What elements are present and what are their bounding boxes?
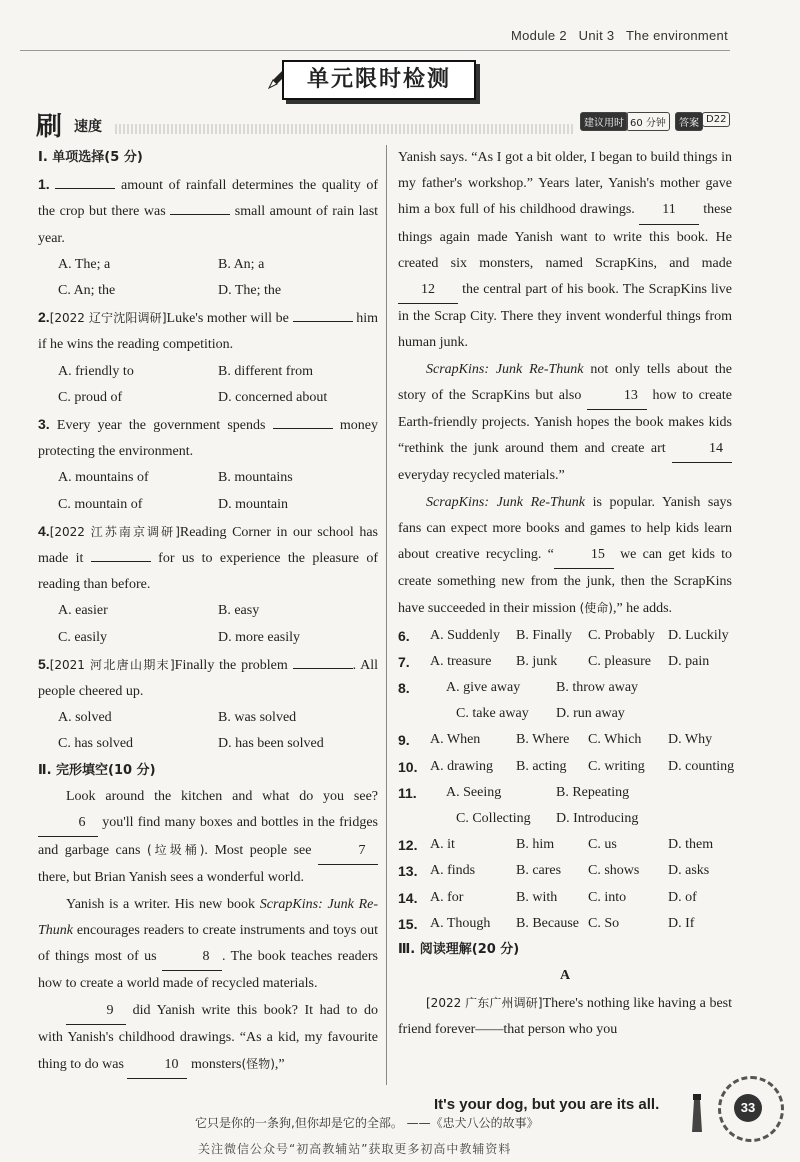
cloze-paragraph-5: ScrapKins: Junk Re-Thunk not only tells about the story of the ScrapKins but also 13 how to create Earth-friendly projects. Yanish hopes the book makes kids “rethink the junk around them and create art 14 everyday recycled materials.” bbox=[398, 361, 733, 484]
options-5 bbox=[38, 705, 378, 757]
option[interactable]: D. run away bbox=[556, 706, 625, 722]
option[interactable]: B. junk bbox=[516, 653, 558, 669]
question-5: 5.[2021 河北唐山期末]Finally the problem . All people cheered up. bbox=[38, 655, 379, 700]
option[interactable]: B. was solved bbox=[218, 710, 297, 726]
option-row bbox=[398, 701, 732, 727]
answer-blank[interactable] bbox=[293, 668, 353, 669]
answer-blank[interactable] bbox=[55, 188, 115, 189]
option-row: 7. A. treasure B. junk C. pleasure D. pain bbox=[398, 649, 732, 675]
decor-bar bbox=[115, 124, 575, 134]
module-label: Module 2 bbox=[511, 28, 567, 43]
option[interactable]: C. pleasure bbox=[588, 653, 651, 669]
option[interactable]: A. treasure bbox=[430, 653, 492, 669]
option-row: 10. A. drawing B. acting C. writing D. counting bbox=[398, 754, 732, 780]
option[interactable]: A. friendly to bbox=[58, 363, 134, 379]
option-row: 12. A. it B. him C. us D. them bbox=[398, 832, 732, 858]
option[interactable]: B. him bbox=[516, 837, 555, 853]
option[interactable]: D. If bbox=[668, 915, 695, 931]
answer-blank[interactable] bbox=[273, 428, 333, 429]
option[interactable]: C. has solved bbox=[58, 736, 134, 752]
cloze-blank-14[interactable]: 14 bbox=[672, 436, 732, 463]
cloze-blank-8[interactable]: 8 bbox=[162, 944, 222, 971]
column-divider bbox=[386, 145, 387, 1085]
option[interactable]: D. mountain bbox=[218, 496, 288, 512]
page-number: 33 bbox=[734, 1094, 762, 1122]
option[interactable]: A. solved bbox=[58, 710, 112, 726]
passage-label: A bbox=[559, 968, 571, 984]
unit-label: Unit 3 bbox=[578, 28, 615, 43]
option-row: 8. A. give away B. throw away bbox=[398, 675, 732, 701]
footer-english-quote: It's your dog, but you are its all. bbox=[434, 1096, 660, 1113]
options-2 bbox=[38, 359, 378, 411]
option[interactable]: D. more easily bbox=[218, 629, 301, 645]
section-char: 刷 bbox=[36, 112, 63, 142]
time-value: 60 分钟 bbox=[626, 112, 670, 131]
option[interactable]: D. Luckily bbox=[668, 627, 729, 643]
cloze-blank-11[interactable]: 11 bbox=[639, 197, 699, 224]
option[interactable]: C. Which bbox=[588, 732, 642, 748]
cloze-paragraph-1: Look around the kitchen and what do you see? 6 you'll find many boxes and bottles in the fridges and garbage cans (垃圾桶). Most people see 7 there, but Brian Yanish sees a wonderful world. bbox=[38, 788, 378, 886]
option[interactable]: B. with bbox=[516, 889, 558, 905]
option[interactable]: A. finds bbox=[430, 863, 476, 879]
option[interactable]: B. acting bbox=[516, 758, 567, 774]
cloze-blank-15[interactable]: 15 bbox=[554, 542, 614, 569]
footer-chinese-quote: 它只是你的一条狗,但你却是它的全部。 ——《忠犬八公的故事》 bbox=[195, 1116, 539, 1130]
option[interactable]: B. An; a bbox=[218, 256, 265, 272]
option[interactable]: D. asks bbox=[668, 863, 710, 879]
option[interactable]: C. Collecting bbox=[456, 811, 531, 827]
cloze-paragraph-3: 9 did Yanish write this book? It had to do with Yanish's childhood drawings. “As a kid, my favourite thing to do was 10 monsters(怪物),” bbox=[38, 998, 378, 1080]
option[interactable]: B. Where bbox=[516, 732, 570, 748]
lighthouse-icon bbox=[690, 1092, 704, 1132]
options-1 bbox=[38, 252, 378, 304]
cloze-paragraph-2: Yanish is a writer. His new book ScrapKins: Junk Re-Thunk encourages readers to create instruments and toys out of things most of us 8 . The book teaches readers how to create a world made of recycled materials. bbox=[38, 896, 379, 992]
option[interactable]: C. An; the bbox=[58, 283, 116, 299]
option[interactable]: C. writing bbox=[588, 758, 645, 774]
header-rule bbox=[20, 50, 730, 51]
reading-passage: [2022 广东广州调研]There's nothing like having a best friend forever——that person who you bbox=[398, 995, 732, 1037]
part2-heading: Ⅱ. 完形填空(10 分) bbox=[38, 762, 156, 778]
answer-code: D22 bbox=[702, 112, 730, 127]
running-header bbox=[511, 28, 728, 43]
part3-heading: Ⅲ. 阅读理解(20 分) bbox=[398, 942, 520, 958]
option[interactable]: B. cares bbox=[516, 863, 562, 879]
cloze-paragraph-6: ScrapKins: Junk Re-Thunk is popular. Yanish says fans can expect more books and games to help kids learn about creative recycling. “ 15 we can get kids to create something new from the junk, then the ScrapKins have succeeded in their mission (使命),” he adds. bbox=[398, 494, 733, 617]
cloze-blank-10[interactable]: 10 bbox=[127, 1052, 187, 1079]
option[interactable]: B. Repeating bbox=[556, 784, 630, 800]
option[interactable]: D. Introducing bbox=[556, 811, 639, 827]
options-3 bbox=[38, 465, 378, 517]
option[interactable]: A. mountains of bbox=[58, 470, 149, 486]
option[interactable]: A. Seeing bbox=[446, 784, 502, 800]
option[interactable]: A. When bbox=[430, 732, 481, 748]
option-row: 13. A. finds B. cares C. shows D. asks bbox=[398, 858, 732, 884]
option-row: 11. A. Seeing B. Repeating bbox=[398, 780, 732, 806]
option[interactable]: D. Why bbox=[668, 732, 713, 748]
option[interactable]: A. Though bbox=[430, 915, 491, 931]
cloze-blank-7[interactable]: 7 bbox=[318, 838, 378, 865]
option[interactable]: A. Suddenly bbox=[430, 627, 500, 643]
part1-heading: Ⅰ. 单项选择(5 分) bbox=[38, 150, 143, 165]
option[interactable]: C. proud of bbox=[58, 389, 123, 405]
topic-label: The environment bbox=[625, 28, 728, 43]
option[interactable]: C. into bbox=[588, 889, 627, 905]
option[interactable]: D. has been solved bbox=[218, 736, 324, 752]
option[interactable]: A. drawing bbox=[430, 758, 493, 774]
option[interactable]: D. concerned about bbox=[218, 389, 328, 405]
option-row: 15. A. Though B. Because C. So D. If bbox=[398, 911, 732, 937]
book-title: ScrapKins: Junk Re-Thunk bbox=[38, 896, 379, 938]
cloze-blank-6[interactable]: 6 bbox=[38, 810, 98, 837]
option[interactable]: C. So bbox=[588, 915, 620, 931]
option-row: 9. A. When B. Where C. Which D. Why bbox=[398, 727, 732, 753]
option-row: 6. A. Suddenly B. Finally C. Probably D. Luckily bbox=[398, 623, 732, 649]
option[interactable]: C. Probably bbox=[588, 627, 655, 643]
cloze-options bbox=[398, 623, 735, 937]
option[interactable]: C. shows bbox=[588, 863, 640, 879]
question-2: 2.[2022 辽宁沈阳调研]Luke's mother will be him if he wins the reading competition. bbox=[38, 309, 379, 353]
option[interactable]: A. it bbox=[430, 837, 455, 853]
cloze-blank-13[interactable]: 13 bbox=[587, 383, 647, 410]
option-row: 14. A. for B. with C. into D. of bbox=[398, 885, 732, 911]
option[interactable]: A. The; a bbox=[58, 256, 111, 272]
option[interactable]: C. us bbox=[588, 837, 617, 853]
option[interactable]: D. them bbox=[668, 837, 714, 853]
footer-notice: 关注微信公众号“初高教辅站”获取更多初高中教辅资料 bbox=[198, 1142, 512, 1156]
option[interactable]: B. easy bbox=[218, 603, 260, 619]
question-3: 3. Every year the government spends money protecting the environment. bbox=[38, 416, 379, 460]
answer-blank[interactable] bbox=[170, 214, 230, 215]
time-label: 建议用时 bbox=[580, 112, 628, 131]
option[interactable]: B. mountains bbox=[218, 470, 293, 486]
question-4: 4.[2022 江苏南京调研]Reading Corner in our school has made it for us to experience the pleasure of reading than before. bbox=[38, 522, 379, 593]
answer-blank[interactable] bbox=[91, 561, 151, 562]
option[interactable]: A. easier bbox=[58, 603, 108, 619]
option[interactable]: B. throw away bbox=[556, 680, 639, 696]
cloze-blank-12[interactable]: 12 bbox=[398, 277, 458, 304]
option[interactable]: B. different from bbox=[218, 363, 313, 379]
section-label: 速度 bbox=[74, 119, 102, 135]
cloze-blank-9[interactable]: 9 bbox=[66, 998, 126, 1025]
left-column bbox=[38, 145, 378, 1079]
option-row bbox=[398, 806, 732, 832]
answer-blank[interactable] bbox=[293, 321, 353, 322]
option[interactable]: A. give away bbox=[446, 680, 521, 696]
option[interactable]: D. The; the bbox=[218, 283, 282, 299]
option[interactable]: D. counting bbox=[668, 758, 735, 774]
option[interactable]: C. easily bbox=[58, 629, 107, 645]
option[interactable]: A. for bbox=[430, 889, 464, 905]
answer-label: 答案 bbox=[675, 112, 703, 131]
option[interactable]: C. mountain of bbox=[58, 496, 143, 512]
options-4 bbox=[38, 598, 378, 650]
cloze-paragraph-4: Yanish says. “As I got a bit older, I began to build things in my father's workshop.” Years later, Yanish's mother gave him a box full of his childhood drawings. 11 these things again made Yanish want to write this book. He created six monsters, named ScrapKins, and made 12 the central part of his book. The ScrapKins live in the Scrap City. There they invent wonderful things from human junk. bbox=[398, 150, 732, 351]
option[interactable]: B. Because bbox=[516, 915, 579, 931]
option[interactable]: D. pain bbox=[668, 653, 710, 669]
right-column bbox=[398, 145, 735, 1043]
option[interactable]: C. take away bbox=[456, 706, 529, 722]
question-1: 1. amount of rainfall determines the quality of the crop but there was small amount of rain last year. bbox=[38, 176, 379, 246]
page-title: 单元限时检测 bbox=[282, 60, 476, 100]
option[interactable]: B. Finally bbox=[516, 627, 573, 643]
option[interactable]: D. of bbox=[668, 889, 697, 905]
